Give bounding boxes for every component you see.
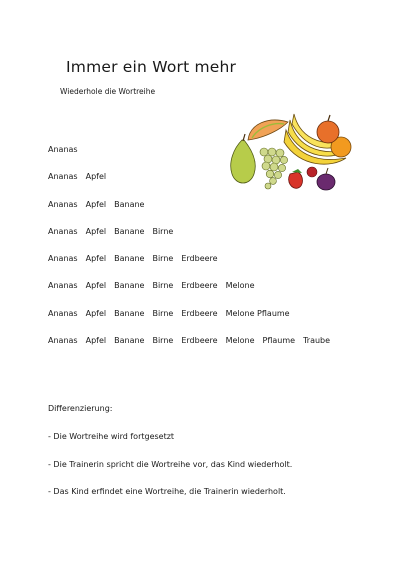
fruit-word: Apfel bbox=[85, 172, 107, 182]
fruit-word: Ananas bbox=[48, 336, 78, 346]
fruit-word: Ananas bbox=[48, 145, 78, 154]
fruit-word: Ananas bbox=[48, 226, 78, 236]
fruit-word: Banane bbox=[114, 281, 145, 291]
differenzierung-item: - Das Kind erfindet eine Wortreihe, die Trainerin wiederholt. bbox=[48, 487, 286, 496]
fruit-word: Ananas bbox=[48, 308, 78, 318]
fruit-word: Birne bbox=[152, 254, 174, 264]
fruit-word: Ananas bbox=[48, 199, 78, 209]
fruit-word: Erdbeere bbox=[181, 281, 218, 291]
word-row bbox=[48, 172, 330, 199]
fruit-word: Birne bbox=[152, 226, 174, 236]
differenzierung-item: - Die Trainerin spricht die Wortreihe vor, das Kind wiederholt. bbox=[48, 459, 293, 469]
word-row bbox=[48, 145, 330, 172]
fruit-word: Ananas bbox=[48, 172, 78, 182]
fruit-word: Birne bbox=[152, 308, 174, 318]
fruit-word: Banane bbox=[114, 226, 145, 236]
fruit-word: Apfel bbox=[85, 281, 107, 291]
fruit-word: Banane bbox=[114, 308, 145, 318]
fruit-word: Ananas bbox=[48, 254, 78, 264]
word-row bbox=[48, 200, 330, 227]
word-row bbox=[48, 336, 330, 363]
word-row bbox=[48, 309, 330, 336]
fruit-word: Melone Pflaume bbox=[225, 308, 290, 318]
fruit-word: Birne bbox=[152, 336, 174, 346]
differenzierung-item: - Die Wortreihe wird fortgesetzt bbox=[48, 432, 175, 441]
fruit-word: Erdbeere bbox=[181, 336, 218, 346]
word-row bbox=[48, 281, 330, 308]
fruit-word: Apfel bbox=[85, 226, 107, 236]
fruit-word: Erdbeere bbox=[181, 308, 218, 318]
fruit-word: Melone bbox=[225, 336, 255, 346]
fruit-word: Ananas bbox=[48, 281, 78, 291]
word-row-list bbox=[48, 145, 330, 363]
fruit-word: Traube bbox=[303, 336, 331, 346]
fruit-word: Banane bbox=[114, 336, 145, 346]
differenzierung-heading: Differenzierung: bbox=[48, 404, 113, 413]
worksheet-title: Immer ein Wort mehr bbox=[66, 58, 237, 76]
fruit-word: Apfel bbox=[85, 336, 107, 346]
fruit-word: Melone bbox=[225, 281, 255, 291]
fruit-word: Apfel bbox=[85, 199, 107, 209]
fruit-word: Erdbeere bbox=[181, 254, 218, 264]
fruit-word: Apfel bbox=[85, 254, 107, 264]
fruit-word: Banane bbox=[114, 199, 145, 209]
fruit-word: Apfel bbox=[85, 308, 107, 318]
differenzierung-section bbox=[48, 404, 292, 515]
fruit-word: Birne bbox=[152, 281, 174, 291]
worksheet-instruction: Wiederhole die Wortreihe bbox=[60, 87, 156, 96]
fruit-word: Pflaume bbox=[262, 336, 296, 346]
word-row bbox=[48, 254, 330, 281]
word-row bbox=[48, 227, 330, 254]
fruit-word: Banane bbox=[114, 254, 145, 264]
